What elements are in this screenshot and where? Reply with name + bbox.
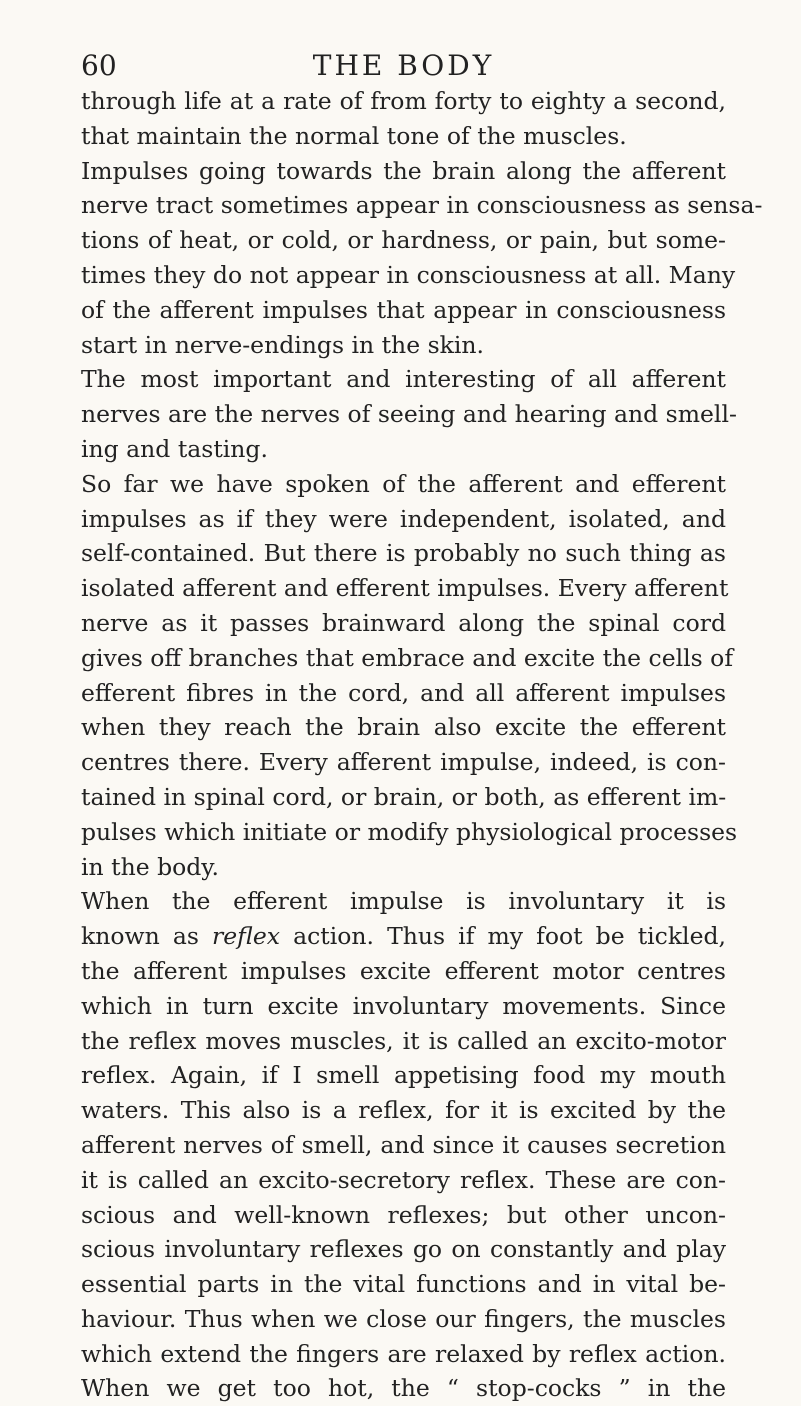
text-line: which extend the fingers are relaxed by reflex action. <box>81 1339 726 1368</box>
text-line: essential parts in the vital functions and in vital be- <box>81 1270 726 1299</box>
text-line: of the afferent impulses that appear in consciousness <box>81 295 726 324</box>
running-head: THE BODY <box>312 49 495 82</box>
text-line: start in nerve-endings in the skin. <box>81 330 484 359</box>
text-line: scious involuntary reflexes go on constantly and play <box>81 1235 726 1264</box>
text-line: the reflex moves muscles, it is called an excito-motor <box>81 1026 726 1055</box>
text-line: isolated afferent and efferent impulses. Every afferent <box>81 574 729 603</box>
text-line: the afferent impulses excite efferent motor centres <box>81 956 726 985</box>
text-line: efferent fibres in the cord, and all afferent impulses <box>81 678 726 707</box>
text-line: nerve as it passes brainward along the spinal cord <box>81 608 726 637</box>
text-line: tions of heat, or cold, or hardness, or pain, but some- <box>81 226 726 255</box>
text-line: gives off branches that embrace and excite the cells of <box>81 643 734 672</box>
text-line: waters. This also is a reflex, for it is excited by the <box>81 1096 726 1125</box>
text-segment: known as <box>81 922 213 951</box>
text-line: that maintain the normal tone of the muscles. <box>81 121 627 150</box>
italic-term: reflex <box>212 922 281 951</box>
text-line: When we get too hot, the “ stop-cocks ” in the <box>81 1374 726 1403</box>
text-line: haviour. Thus when we close our fingers, the muscles <box>81 1304 726 1333</box>
text-line: The most important and interesting of all afferent <box>81 365 726 394</box>
text-line: So far we have spoken of the afferent and efferent <box>81 469 726 498</box>
text-line: afferent nerves of smell, and since it causes secretion <box>81 1130 726 1159</box>
text-line: through life at a rate of from forty to eighty a second, <box>81 87 726 115</box>
text-line: ing and tasting. <box>81 434 268 463</box>
page-number: 60 <box>81 49 117 82</box>
text-line: impulses as if they were independent, isolated, and <box>81 504 726 533</box>
text-line <box>81 919 726 954</box>
page-header <box>81 46 726 86</box>
text-line: in the body. <box>81 852 219 881</box>
text-line: Impulses going towards the brain along the afferent <box>81 156 726 185</box>
text-line: times they do not appear in consciousness at all. Many <box>81 260 736 289</box>
text-line: when they reach the brain also excite the efferent <box>81 713 726 742</box>
text-line: nerve tract sometimes appear in consciousness as sensa- <box>81 191 763 220</box>
text-line: self-contained. But there is probably no such thing as <box>81 539 726 568</box>
text-line: it is called an excito-secretory reflex. These are con- <box>81 1165 726 1194</box>
text-segment: action. Thus if my foot be tickled, <box>280 922 726 951</box>
text-line: scious and well-known reflexes; but other uncon- <box>81 1200 726 1229</box>
text-line: nerves are the nerves of seeing and hearing and smell- <box>81 400 737 429</box>
text-line: centres there. Every afferent impulse, indeed, is con- <box>81 748 726 777</box>
text-line: reflex. Again, if I smell appetising food my mouth <box>81 1061 726 1090</box>
text-line: which in turn excite involuntary movements. Since <box>81 991 726 1020</box>
text-line: pulses which initiate or modify physiological processes <box>81 817 738 846</box>
text-line: When the efferent impulse is involuntary it is <box>81 887 726 916</box>
body-text <box>81 84 763 1406</box>
text-line: tained in spinal cord, or brain, or both, as efferent im- <box>81 782 727 811</box>
